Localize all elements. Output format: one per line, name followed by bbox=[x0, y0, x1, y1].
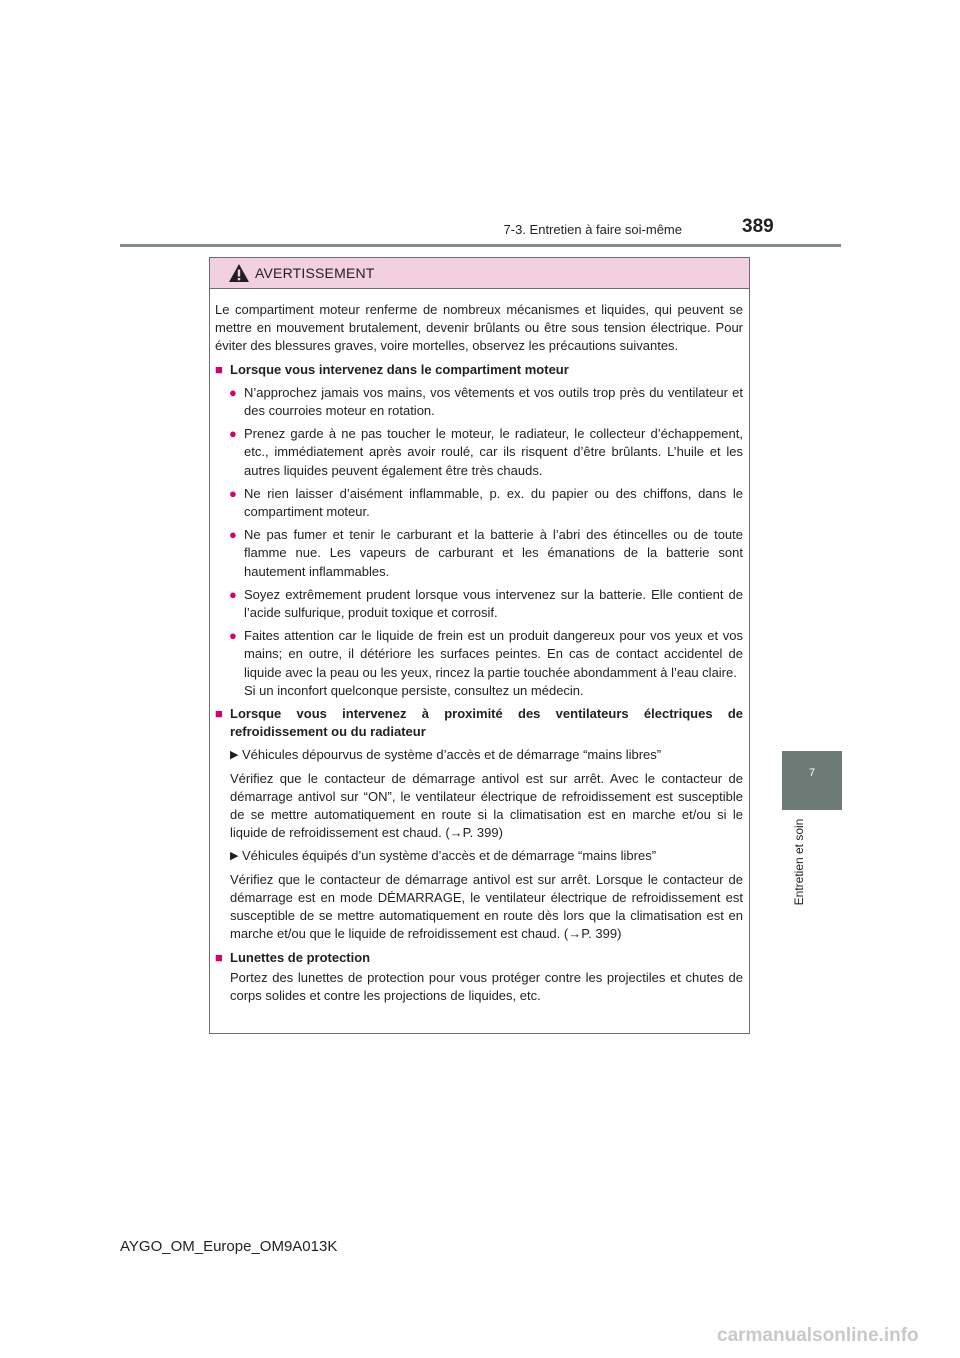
section-heading-text: Lorsque vous intervenez à proximité des ventilateurs électriques de refroidissement ou du radiateur bbox=[230, 706, 743, 740]
section-heading bbox=[215, 361, 743, 379]
circle-bullet-icon: ● bbox=[229, 586, 237, 602]
arrow-bullet-icon: ▶ bbox=[230, 749, 239, 762]
list-item bbox=[215, 384, 743, 420]
list-item bbox=[215, 485, 743, 521]
warning-body bbox=[210, 289, 749, 1005]
list-item-text: Ne pas fumer et tenir le carburant et la batterie à l’abri des étincelles ou de toute flamme nue. Les vapeurs de carburant et les émanations de la batterie sont hautement inflammables. bbox=[244, 527, 743, 579]
list-item bbox=[215, 586, 743, 622]
list-item-text: N’approchez jamais vos mains, vos vêtements et vos outils trop près du ventilateur et des courroies moteur en rotation. bbox=[244, 384, 743, 419]
document-code: AYGO_OM_Europe_OM9A013K bbox=[120, 1238, 338, 1255]
warning-triangle-icon bbox=[228, 263, 250, 283]
circle-bullet-icon: ● bbox=[229, 426, 237, 442]
chapter-title: Entretien et soin bbox=[792, 818, 806, 906]
chapter-number: 7 bbox=[808, 767, 816, 779]
section-heading bbox=[215, 949, 743, 967]
list-item bbox=[215, 526, 743, 581]
list-item-text: Faites attention car le liquide de frein est un produit dangereux pour vos yeux et vos mains; en outre, il détériore les surfaces peintes. En cas de contact accidentel de liquide avec la peau ou les yeux, rincez la partie touchée abondamment à l’eau claire. bbox=[244, 628, 743, 680]
list-item bbox=[215, 627, 743, 700]
case-heading bbox=[215, 847, 743, 865]
square-bullet-icon: ■ bbox=[215, 706, 223, 722]
list-item-note: Si un inconfort quelconque persiste, consultez un médecin. bbox=[244, 682, 584, 698]
circle-bullet-icon: ● bbox=[229, 527, 237, 543]
list-item-text: Prenez garde à ne pas toucher le moteur, le radiateur, le collecteur d’échappement, etc., immédiatement après avoir roulé, car ils risquent d’être brûlants. L’huile et les autres liquides peuvent également être très chauds. bbox=[244, 426, 743, 478]
chapter-tab bbox=[782, 751, 842, 810]
list-item bbox=[215, 425, 743, 480]
section-heading bbox=[215, 705, 743, 741]
circle-bullet-icon: ● bbox=[229, 485, 237, 501]
case-text: Vérifiez que le contacteur de démarrage antivol est sur arrêt. Avec le contacteur de démarrage antivol sur “ON”, le ventilateur électrique de refroidissement est susceptible de se mettre automatiquement en route si la climatisation est en marche et/ou si le liquide de refroidissement est chaud. (→P. 399) bbox=[230, 770, 743, 841]
section-text: Portez des lunettes de protection pour vous protéger contre les projectiles et chutes de corps solides et contre les projections de liquides, etc. bbox=[230, 969, 743, 1003]
case-heading bbox=[215, 746, 743, 764]
circle-bullet-icon: ● bbox=[229, 628, 237, 644]
arrow-bullet-icon: ▶ bbox=[230, 850, 239, 863]
section-title: 7-3. Entretien à faire soi-même bbox=[503, 222, 682, 237]
page-number: 389 bbox=[742, 216, 774, 237]
watermark: carmanualsonline.info bbox=[717, 1325, 919, 1346]
header-rule bbox=[120, 244, 841, 247]
list-item-text: Soyez extrêmement prudent lorsque vous intervenez sur la batterie. Elle contient de l’acide sulfurique, produit toxique et corrosif. bbox=[244, 586, 743, 621]
square-bullet-icon: ■ bbox=[215, 949, 223, 965]
case-heading-text: Véhicules équipés d’un système d’accès et de démarrage “mains libres” bbox=[242, 848, 657, 864]
chapter-title-wrap bbox=[787, 812, 807, 912]
case-heading-text: Véhicules dépourvus de système d’accès et de démarrage “mains libres” bbox=[242, 747, 662, 763]
warning-box bbox=[209, 257, 750, 1034]
square-bullet-icon: ■ bbox=[215, 361, 223, 377]
warning-header bbox=[210, 258, 749, 289]
case-text: Vérifiez que le contacteur de démarrage antivol est sur arrêt. Lorsque le contacteur de démarrage est en mode DÉMARRAGE, le ventilateur électrique de refroidissement est susceptible de se mettre automatiquement en route dès lors que la climatisation est en marche et/ou que le liquide de refroidissement est chaud. (→P. 399) bbox=[230, 871, 743, 942]
section-heading-text: Lorsque vous intervenez dans le compartiment moteur bbox=[230, 361, 569, 377]
section-heading-text: Lunettes de protection bbox=[230, 949, 371, 965]
list-item-text: Ne rien laisser d’aisément inflammable, p. ex. du papier ou des chiffons, dans le compartiment moteur. bbox=[244, 485, 743, 520]
circle-bullet-icon: ● bbox=[229, 384, 237, 400]
warning-title: AVERTISSEMENT bbox=[255, 265, 375, 281]
warning-intro: Le compartiment moteur renferme de nombreux mécanismes et liquides, qui peuvent se mettre en mouvement brutalement, devenir brûlants ou être sous tension électrique. Pour éviter des blessures graves, voire mortelles, observez les précautions suivantes. bbox=[215, 302, 743, 354]
